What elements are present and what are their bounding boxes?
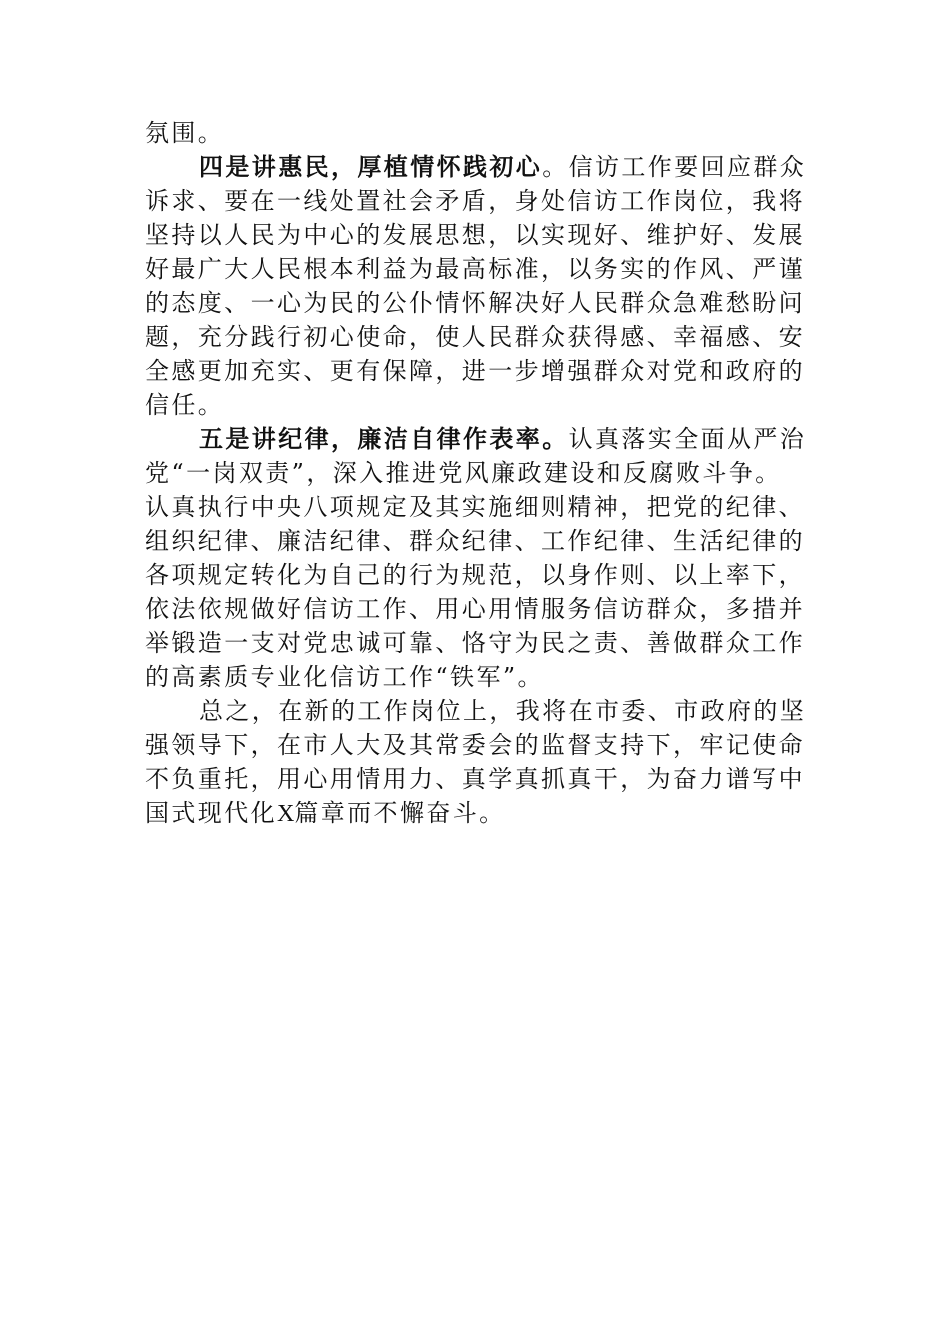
paragraph-continuation bbox=[145, 116, 805, 150]
text-line bbox=[145, 150, 805, 184]
text-line: 的态度、一心为民的公仆情怀解决好人民群众急难愁盼问 bbox=[145, 289, 805, 317]
text-run: 认真落实全面从严治 bbox=[568, 425, 807, 453]
text-run: 国式现代化 bbox=[145, 799, 277, 827]
text-line: 的高素质专业化信访工作“铁军”。 bbox=[145, 663, 544, 691]
text-line bbox=[145, 422, 805, 456]
text-line: 全感更加充实、更有保障，进一步增强群众对党和政府的 bbox=[145, 357, 805, 385]
text-line: 题，充分践行初心使命，使人民群众获得感、幸福感、安 bbox=[145, 323, 805, 351]
text-line bbox=[145, 796, 805, 830]
text-line: 不负重托，用心用情用力、真学真抓真干，为奋力谱写中 bbox=[145, 765, 805, 793]
text-line: 坚持以人民为中心的发展思想，以实现好、维护好、发展 bbox=[145, 221, 805, 249]
text-line: 组织纪律、廉洁纪律、群众纪律、工作纪律、生活纪律的 bbox=[145, 527, 805, 555]
text-line: 氛围。 bbox=[145, 119, 225, 147]
text-line: 诉求、要在一线处置社会矛盾，身处信访工作岗位，我将 bbox=[145, 187, 805, 215]
document-body bbox=[145, 116, 805, 830]
text-line: 认真执行中央八项规定及其实施细则精神，把党的纪律、 bbox=[145, 493, 805, 521]
text-line: 强领导下，在市人大及其常委会的监督支持下，牢记使命 bbox=[145, 731, 805, 759]
text-line: 好最广大人民根本利益为最高标准，以务实的作风、严谨 bbox=[145, 255, 805, 283]
text-line: 举锻造一支对党忠诚可靠、恪守为民之责、善做群众工作 bbox=[145, 629, 805, 657]
text-line: 党“一岗双责”，深入推进党风廉政建设和反腐败斗争。 bbox=[145, 459, 782, 487]
paragraph-four-benefit-people bbox=[145, 150, 805, 422]
text-run: 篇章而不懈奋斗。 bbox=[294, 799, 506, 827]
text-line: 信任。 bbox=[145, 391, 225, 419]
paragraph-five-discipline bbox=[145, 422, 805, 694]
text-line: 各项规定转化为自己的行为规范，以身作则、以上率下， bbox=[145, 561, 805, 589]
paragraph-heading: 五是讲纪律，廉洁自律作表率。 bbox=[199, 425, 569, 453]
text-line: 总之，在新的工作岗位上，我将在市委、市政府的坚 bbox=[199, 697, 807, 725]
paragraph-conclusion bbox=[145, 694, 805, 830]
text-run-latin: X bbox=[277, 801, 295, 827]
text-run: 。信访工作要回应群众 bbox=[542, 153, 807, 181]
text-line: 依法依规做好信访工作、用心用情服务信访群众，多措并 bbox=[145, 595, 805, 623]
paragraph-heading: 四是讲惠民，厚植情怀践初心 bbox=[199, 153, 543, 181]
